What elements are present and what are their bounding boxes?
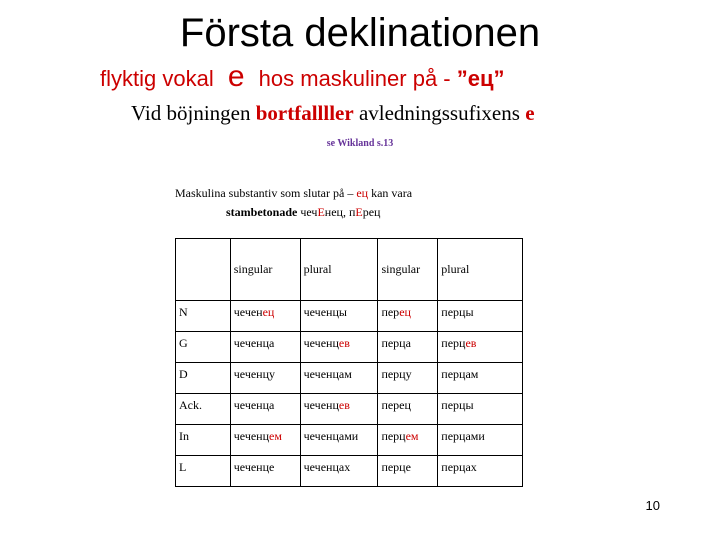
form-cell [300,363,378,394]
table-row [176,425,523,456]
form-cell [378,456,438,487]
form-cell [378,301,438,332]
form-cell [438,456,523,487]
form-stem: перцы [441,305,474,319]
header-cell [176,239,231,301]
declension-table [175,238,523,487]
example-2 [349,205,381,219]
form-cell [230,332,300,363]
form-cell [300,301,378,332]
form-stem: перцы [441,398,474,412]
form-stem: перц [381,429,406,443]
case-label: G [176,332,231,363]
form-stem: чеченц [233,429,270,443]
form-stem: перц [441,336,466,350]
form-stem: перца [381,336,411,350]
table-row [176,363,523,394]
form-stem: чеченц [303,336,339,350]
form-ending: ец [262,305,275,319]
table-row [176,332,523,363]
intro1-text-a: Maskulina substantiv som slutar på – [175,186,354,200]
example-1-b: нец, [324,205,346,219]
form-ending: ем [405,429,419,443]
form-cell [230,301,300,332]
form-stem: перце [381,460,411,474]
case-label: D [176,363,231,394]
example-1-a: чеч [300,205,318,219]
intro1-ending: ец [356,186,369,200]
table-row [176,456,523,487]
form-stem: перцу [381,367,412,381]
declension-table-body [176,239,523,487]
form-ending: ев [465,336,477,350]
table-row [176,301,523,332]
header-cell: plural [300,239,378,301]
form-cell [438,425,523,456]
form-cell [378,394,438,425]
example-1 [300,205,346,219]
subtitle-vowel: е [227,60,245,93]
form-cell [378,332,438,363]
form-stem: перцах [441,460,477,474]
form-ending: ев [338,398,350,412]
form-cell [438,332,523,363]
example-1-stress: Е [317,205,325,219]
intro2-bold: stambetonade [226,205,298,219]
form-cell [230,394,300,425]
form-cell [230,456,300,487]
example-2-stress: Е [355,205,363,219]
subtitle-ending: ”ец” [456,66,505,91]
header-cell: singular [378,239,438,301]
form-stem: чеченцах [303,460,351,474]
reference-note: se Wikland s.13 [326,138,394,149]
form-cell [438,363,523,394]
intro-line-2 [226,205,380,220]
form-stem: чеченц [303,398,339,412]
case-label: In [176,425,231,456]
example-2-a: п [348,205,356,219]
case-label: N [176,301,231,332]
header-cell: singular [230,239,300,301]
rule-bold-word: bortfallller [255,101,354,125]
table-header-row [176,239,523,301]
form-cell [438,394,523,425]
form-stem: чеченцы [303,305,347,319]
form-stem: чеченцами [303,429,359,443]
intro-line-1 [175,186,412,201]
rule-part2: avledningssufixens [358,101,520,125]
form-stem: чеченцам [303,367,352,381]
rule-part1: Vid böjningen [131,101,251,125]
form-stem: перцами [441,429,485,443]
form-cell [300,456,378,487]
form-cell [300,425,378,456]
form-stem: чеченцу [233,367,276,381]
subtitle-part2: hos maskuliner på - [258,66,451,91]
form-cell [300,394,378,425]
subtitle-part1: flyktig vokal [100,66,214,91]
form-cell [300,332,378,363]
subtitle [100,60,505,93]
form-ending: ем [269,429,282,443]
rule-vowel: е [525,101,535,125]
intro1-text-b: kan vara [371,186,413,200]
form-ending: ев [338,336,350,350]
form-stem: перцам [441,367,479,381]
form-stem: перец [381,398,411,412]
form-stem: пер [381,305,400,319]
header-cell: plural [438,239,523,301]
form-cell [378,425,438,456]
form-stem: чечен [233,305,263,319]
form-ending: ец [399,305,411,319]
example-2-b: рец [362,205,381,219]
form-stem: чеченца [233,336,275,350]
form-cell [230,425,300,456]
table-row [176,394,523,425]
rule-line [131,100,535,126]
page-title: Första deklinationen [179,11,541,55]
form-cell [230,363,300,394]
case-label: Ack. [176,394,231,425]
page-number: 10 [645,498,660,513]
form-stem: чеченца [233,398,275,412]
form-cell [378,363,438,394]
form-cell [438,301,523,332]
form-stem: чеченце [233,460,275,474]
case-label: L [176,456,231,487]
